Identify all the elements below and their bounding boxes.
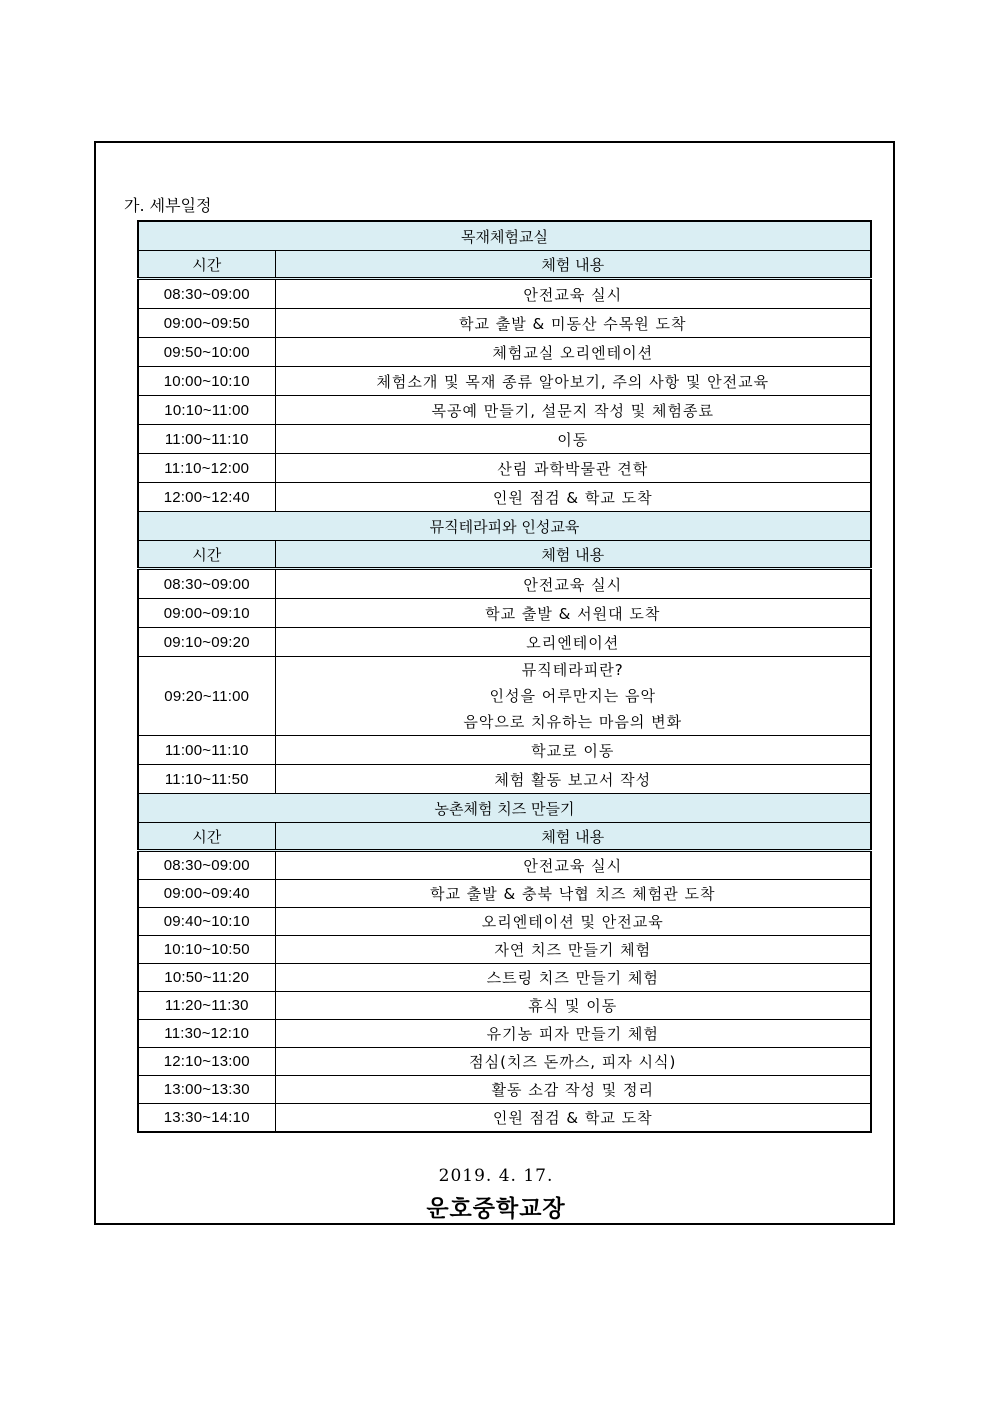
table-row (138, 964, 871, 992)
time-cell: 08:30~09:00 (138, 851, 275, 880)
content-cell: 학교로 이동 (275, 736, 871, 765)
content-cell: 오리엔테이션 (275, 628, 871, 657)
time-cell: 08:30~09:00 (138, 279, 275, 309)
content-line: 음악으로 치유하는 마음의 변화 (463, 713, 683, 731)
program-title-row (138, 794, 871, 823)
content-cell: 학교 출발 & 미동산 수목원 도착 (275, 309, 871, 338)
table-row (138, 569, 871, 599)
content-cell: 안전교육 실시 (275, 569, 871, 599)
column-header-row (138, 541, 871, 569)
program-title-row (138, 512, 871, 541)
time-cell: 09:40~10:10 (138, 908, 275, 936)
content-cell: 학교 출발 & 충북 낙협 치즈 체험관 도착 (275, 880, 871, 908)
content-cell: 인원 점검 & 학교 도착 (275, 483, 871, 512)
time-cell: 11:00~11:10 (138, 736, 275, 765)
time-cell: 10:50~11:20 (138, 964, 275, 992)
table-row (138, 1020, 871, 1048)
table-row (138, 454, 871, 483)
time-cell: 13:00~13:30 (138, 1076, 275, 1104)
content-cell: 활동 소감 작성 및 정리 (275, 1076, 871, 1104)
content-cell: 인원 점검 & 학교 도착 (275, 1104, 871, 1133)
program-title: 목재체험교실 (138, 221, 871, 251)
table-row (138, 309, 871, 338)
table-row (138, 425, 871, 454)
content-line: 뮤직테라피란? (521, 661, 624, 679)
table-row (138, 657, 871, 736)
time-cell: 08:30~09:00 (138, 569, 275, 599)
time-cell: 13:30~14:10 (138, 1104, 275, 1133)
column-header-time: 시간 (138, 823, 275, 851)
table-row (138, 880, 871, 908)
signature-org: 운호중학교장 (426, 1195, 566, 1222)
content-cell: 점심(치즈 돈까스, 피자 시식) (275, 1048, 871, 1076)
column-header-content: 체험 내용 (275, 541, 871, 569)
content-cell: 체험 활동 보고서 작성 (275, 765, 871, 794)
program-title: 뮤직테라피와 인성교육 (138, 512, 871, 541)
column-header-row (138, 823, 871, 851)
table-row (138, 736, 871, 765)
content-cell: 이동 (275, 425, 871, 454)
content-cell (275, 657, 871, 736)
table-row (138, 483, 871, 512)
time-cell: 09:00~09:40 (138, 880, 275, 908)
table-row (138, 599, 871, 628)
table-row (138, 367, 871, 396)
table-row (138, 396, 871, 425)
column-header-time: 시간 (138, 251, 275, 279)
time-cell: 09:10~09:20 (138, 628, 275, 657)
schedule-table (137, 220, 872, 1133)
content-cell: 스트링 치즈 만들기 체험 (275, 964, 871, 992)
time-cell: 11:00~11:10 (138, 425, 275, 454)
column-header-content: 체험 내용 (275, 823, 871, 851)
table-row (138, 628, 871, 657)
time-cell: 10:10~11:00 (138, 396, 275, 425)
table-row (138, 1104, 871, 1133)
time-cell: 11:30~12:10 (138, 1020, 275, 1048)
time-cell: 12:10~13:00 (138, 1048, 275, 1076)
table-row (138, 1048, 871, 1076)
table-row (138, 851, 871, 880)
content-line: 인성을 어루만지는 음악 (489, 687, 656, 705)
time-cell: 11:10~12:00 (138, 454, 275, 483)
column-header-time: 시간 (138, 541, 275, 569)
content-cell: 안전교육 실시 (275, 851, 871, 880)
time-cell: 09:00~09:50 (138, 309, 275, 338)
column-header-content: 체험 내용 (275, 251, 871, 279)
content-cell: 체험소개 및 목재 종류 알아보기, 주의 사항 및 안전교육 (275, 367, 871, 396)
schedule-body (138, 221, 871, 1132)
table-row (138, 765, 871, 794)
time-cell: 11:20~11:30 (138, 992, 275, 1020)
table-row (138, 936, 871, 964)
content-cell: 휴식 및 이동 (275, 992, 871, 1020)
time-cell: 11:10~11:50 (138, 765, 275, 794)
content-cell: 목공예 만들기, 설문지 작성 및 체험종료 (275, 396, 871, 425)
time-cell: 10:10~10:50 (138, 936, 275, 964)
content-cell: 오리엔테이션 및 안전교육 (275, 908, 871, 936)
table-row (138, 338, 871, 367)
time-cell: 10:00~10:10 (138, 367, 275, 396)
table-row (138, 1076, 871, 1104)
table-row (138, 908, 871, 936)
table-row (138, 992, 871, 1020)
content-cell: 유기농 피자 만들기 체험 (275, 1020, 871, 1048)
document-date: 2019. 4. 17. (438, 1166, 554, 1186)
time-cell: 09:20~11:00 (138, 657, 275, 736)
content-cell: 안전교육 실시 (275, 279, 871, 309)
program-title-row (138, 221, 871, 251)
column-header-row (138, 251, 871, 279)
time-cell: 09:50~10:00 (138, 338, 275, 367)
program-title: 농촌체험 치즈 만들기 (138, 794, 871, 823)
content-cell: 산림 과학박물관 견학 (275, 454, 871, 483)
content-cell: 학교 출발 & 서원대 도착 (275, 599, 871, 628)
time-cell: 12:00~12:40 (138, 483, 275, 512)
content-cell: 자연 치즈 만들기 체험 (275, 936, 871, 964)
section-label: 가. 세부일정 (124, 196, 212, 215)
time-cell: 09:00~09:10 (138, 599, 275, 628)
content-cell: 체험교실 오리엔테이션 (275, 338, 871, 367)
table-row (138, 279, 871, 309)
